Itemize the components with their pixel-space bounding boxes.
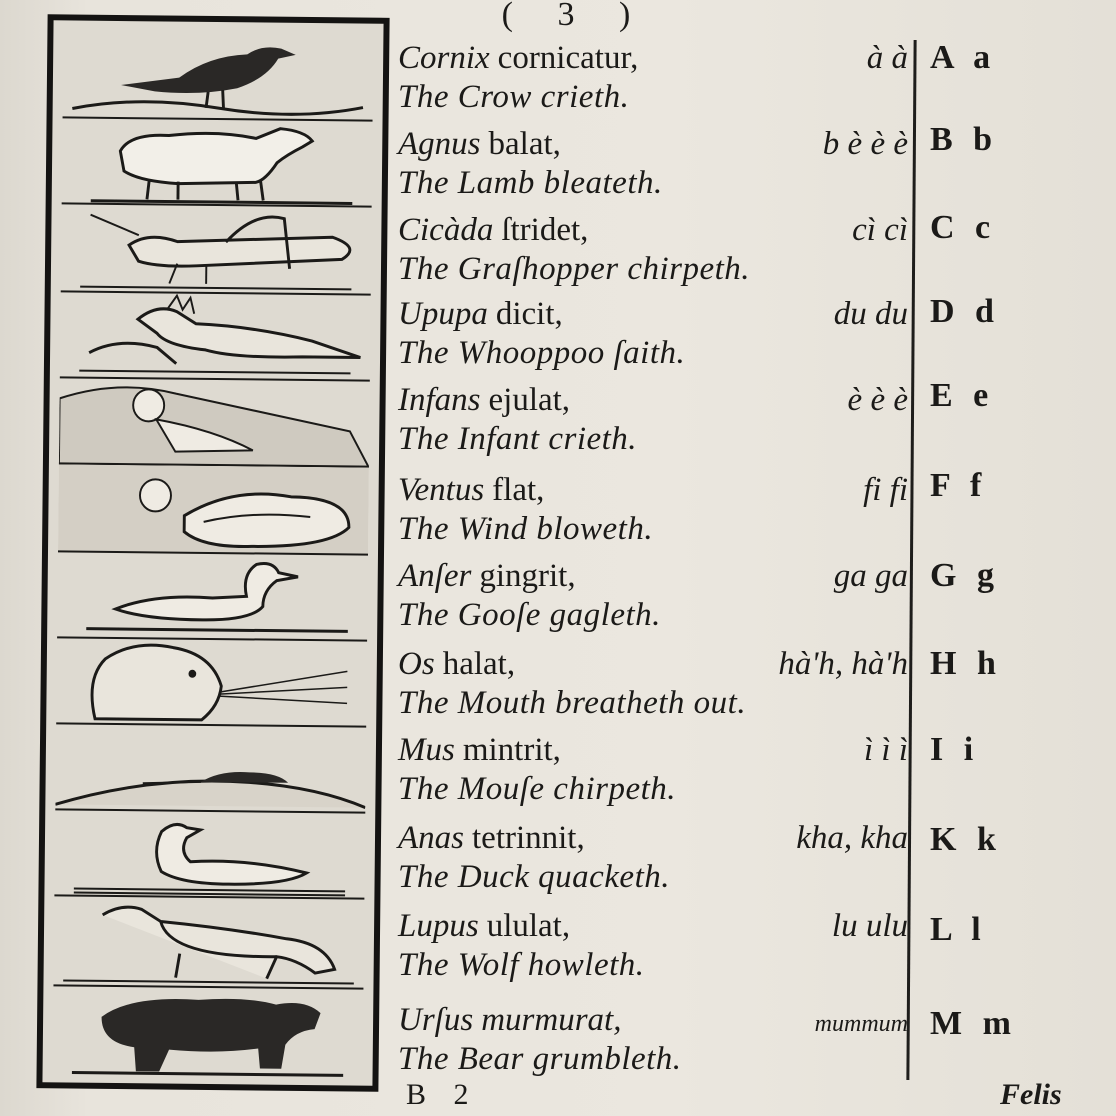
- alphabet-letter: D d: [930, 293, 1000, 330]
- mouth-breathing-woodcut: [56, 636, 367, 727]
- latin-line: [398, 38, 898, 78]
- latin-verb: cornicatur,: [497, 40, 639, 76]
- goose-woodcut: [57, 550, 368, 641]
- latin-name: Cicàda: [398, 212, 494, 248]
- latin-name: Lupus: [398, 908, 479, 944]
- alphabet-letter: A a: [930, 39, 997, 76]
- sound: ì ì ì: [863, 732, 908, 768]
- crow-woodcut: [63, 24, 374, 119]
- latin-line: [398, 556, 898, 596]
- latin-name: Infans: [398, 382, 481, 418]
- alphabet-letter: B b: [930, 121, 999, 158]
- latin-line: [398, 470, 898, 510]
- signature-mark: B 2: [406, 1078, 479, 1111]
- bear-woodcut: [52, 984, 363, 1081]
- alphabet-letter: F f: [930, 467, 988, 504]
- entry-duck: [398, 818, 908, 904]
- infant-woodcut: [59, 376, 370, 467]
- latin-verb: halat,: [442, 646, 516, 682]
- sound: ga ga: [833, 558, 908, 594]
- entry-lamb: [398, 124, 908, 210]
- latin-name: Ventus: [398, 472, 485, 508]
- grasshopper-woodcut: [61, 202, 372, 295]
- sound: mummum: [814, 1011, 908, 1037]
- english-translation: The Mouſe chirpeth.: [398, 771, 677, 807]
- alphabet-letter: I i: [930, 731, 980, 768]
- alphabet-letter: K k: [930, 821, 1002, 858]
- latin-verb: mintrit,: [462, 732, 561, 768]
- alphabet-letter: E e: [930, 377, 995, 414]
- english-translation: The Crow crieth.: [398, 79, 630, 115]
- alphabet-letter: L l: [930, 911, 987, 948]
- latin-verb: flat,: [492, 472, 545, 508]
- latin-name: Mus: [398, 732, 455, 768]
- latin-line: [398, 906, 898, 946]
- wind-woodcut: [58, 462, 369, 555]
- sound: b è è è: [822, 126, 908, 162]
- latin-verb: ejulat,: [488, 382, 571, 418]
- page-number: ( 3 ): [501, 0, 649, 33]
- alphabet-letter: C c: [930, 209, 997, 246]
- entry-goose: [398, 556, 908, 642]
- english-translation: The Graſhopper chirpeth.: [398, 251, 751, 287]
- latin-line: [398, 730, 898, 770]
- sound: è è è: [847, 382, 908, 418]
- latin-line: [398, 294, 898, 334]
- english-translation: The Mouth breatheth out.: [398, 685, 747, 721]
- entry-wind: [398, 470, 908, 556]
- lamb-woodcut: [62, 116, 373, 207]
- sound: kha, kha: [796, 820, 908, 856]
- entry-wolf: [398, 906, 908, 992]
- latin-verb: balat,: [488, 126, 561, 162]
- latin-verb: dicit,: [495, 296, 563, 332]
- sound: fi fi: [863, 472, 908, 508]
- english-translation: The Infant crieth.: [398, 421, 638, 457]
- sound: lu ulu: [831, 908, 908, 944]
- entry-mouth: [398, 644, 908, 730]
- latin-name: Anas: [398, 820, 464, 856]
- latin-name: Upupa: [398, 296, 488, 332]
- wolf-woodcut: [53, 894, 364, 989]
- latin-name: Os: [398, 646, 435, 682]
- sound: à à: [866, 40, 908, 76]
- sound: hà'h, hà'h: [778, 646, 908, 682]
- latin-line: [398, 380, 898, 420]
- entry-hoopoe: [398, 294, 908, 380]
- english-translation: The Gooſe gagleth.: [398, 597, 661, 633]
- catchword: Felis: [1000, 1078, 1062, 1111]
- alphabet-letter: M m: [930, 1005, 1017, 1042]
- latin-verb: ululat,: [486, 908, 571, 944]
- alphabet-letter: G g: [930, 557, 1000, 594]
- english-translation: The Wolf howleth.: [398, 947, 645, 983]
- sound: du du: [833, 296, 908, 332]
- latin-name: Agnus: [398, 126, 481, 162]
- latin-name: Urſus: [398, 1002, 474, 1038]
- mouse-woodcut: [55, 722, 366, 813]
- english-translation: The Duck quacketh.: [398, 859, 670, 895]
- entry-bear: [398, 1000, 908, 1086]
- latin-verb: tetrinnit,: [472, 820, 585, 856]
- entry-crow: [398, 38, 908, 124]
- duck-woodcut: [54, 808, 365, 899]
- english-translation: The Lamb bleateth.: [398, 165, 663, 201]
- sound: cì cì: [852, 212, 908, 248]
- entry-infant: [398, 380, 908, 466]
- entry-mouse: [398, 730, 908, 816]
- latin-line: [398, 210, 898, 250]
- latin-name: Cornix: [398, 40, 490, 76]
- latin-verb: ſtridet,: [501, 212, 589, 248]
- alphabet-letter: H h: [930, 645, 1002, 682]
- latin-verb: murmurat,: [481, 1002, 622, 1038]
- latin-name: Anſer: [398, 558, 472, 594]
- entry-grasshopper: [398, 210, 908, 296]
- hoopoe-woodcut: [60, 290, 371, 381]
- english-translation: The Bear grumbleth.: [398, 1041, 682, 1077]
- english-translation: The Wind bloweth.: [398, 511, 654, 547]
- woodcut-illustration-column: [36, 14, 389, 1092]
- english-translation: The Whooppoo ſaith.: [398, 335, 686, 371]
- latin-verb: gingrit,: [479, 558, 576, 594]
